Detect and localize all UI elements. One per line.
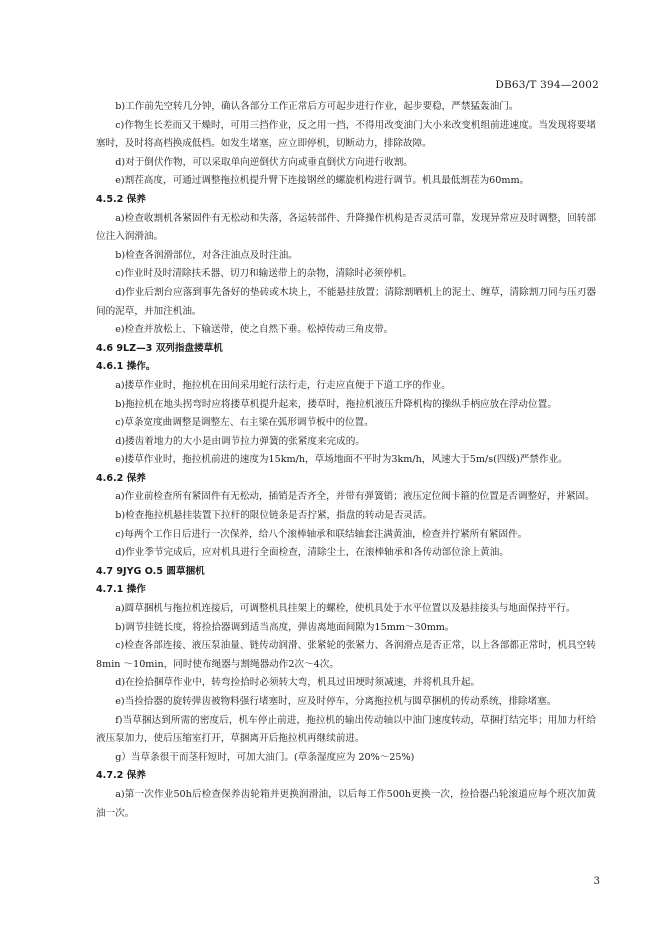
paragraph: e)检查并放松上、下输送带，使之自然下垂。松掉传动三角皮带。 xyxy=(115,324,394,336)
paragraph: e)搂草作业时，拖拉机前进的速度为15km/h，草场地面不平时为3km/h，风速大于5m/s(四级)严禁作业。 xyxy=(115,454,568,466)
section-heading: 4.6.1 操作。 xyxy=(96,361,156,373)
document-code: DB63/T 394—2002 xyxy=(495,79,599,91)
paragraph: d)作业后割台应落到事先备好的垫砖或木块上，不能悬挂放置；清除割晒机上的泥土、缠草，清除割刀同与压刃器间的泥草，并加注机油。 xyxy=(96,286,596,317)
paragraph: a)搂草作业时，拖拉机在田间采用蛇行法行走，行走应直便于下道工序的作业。 xyxy=(115,379,451,391)
paragraph: d)在捡拾捆草作业中，转弯捡拾时必须转大弯，机具过田埂时须减速，并将机具升起。 xyxy=(115,677,481,689)
section-heading: 4.6 9LZ—3 双列指盘搂草机 xyxy=(96,342,223,354)
section-heading: 4.6.2 保养 xyxy=(96,472,146,484)
paragraph: c)检查各部连接、液压泵油量、链传动润滑、张紧轮的张紧力、各润滑点是否正常，以上各部都正常时，机具空转8min ～10min，同时使布绳器与割绳器动作2次～4次。 xyxy=(96,640,596,670)
paragraph: g）当草条很干而茎秆短时，可加大油门。(草条湿度应为 20%～25%) xyxy=(115,751,415,763)
section-heading: 4.7.1 操作 xyxy=(96,584,146,596)
paragraph: b)工作前先空转几分钟，确认各部分工作正常后方可起步进行作业，起步要稳，严禁猛轰油门。 xyxy=(115,101,519,112)
section-heading: 4.7.2 保养 xyxy=(96,770,146,782)
paragraph: b)拖拉机在地头拐弯时应将搂草机提升起来，搂草时，拖拉机液压升降机构的操纵手柄应放在浮动位置。 xyxy=(115,398,557,410)
paragraph: c)作业时及时清除扶禾器、切刀和输送带上的杂物，清除时必须停机。 xyxy=(115,268,413,280)
paragraph: c)每两个工作日后进行一次保养，给八个滚棒轴承和联结轴套注满黄油，检查并拧紧所有紧固件。 xyxy=(115,528,528,540)
paragraph: a)第一次作业50h后检查保养齿轮箱并更换润滑油，以后每工作500h更换一次，捡拾器凸轮滚道应每个班次加黄油一次。 xyxy=(96,788,596,819)
paragraph: a)作业前检查所有紧固件有无松动，插销是否齐全，并带有弹簧销；液压定位阀卡箍的位置是否调整好，并紧固。 xyxy=(115,491,595,503)
paragraph: d)搂齿着地力的大小是由调节拉力弹簧的张紧度来完成的。 xyxy=(115,435,365,447)
paragraph: f)当草捆达到所需的密度后，机车停止前进，拖拉机的输出传动轴以中油门速度转动，草捆打结完毕；用加力杆给液压泵加力，使后压缩室打开，草捆离开后拖拉机再继续前进。 xyxy=(96,714,596,745)
paragraph: c)作物生长差而又干燥时，可用三挡作业，反之用一挡，不得用改变油门大小来改变机组前进速度。当发现将要堵塞时，及时将高档换成低档。如发生堵塞，应立即停机，切断动力，排除故障。 xyxy=(96,119,596,150)
paragraph: e)当捡拾器的旋转弹齿被物料强行堵塞时，应及时停车，分离拖拉机与圆草捆机的传动系统，排除堵塞。 xyxy=(115,696,557,707)
paragraph: b)检查各润滑部位，对各注油点及时注油。 xyxy=(115,249,298,261)
paragraph: b)调节挂链长度，将捡拾器调到适当高度，弹齿离地面间隙为15mm～30mm。 xyxy=(115,621,455,633)
paragraph: e)割茬高度，可通过调整拖拉机提升臂下连接钢丝的螺旋机构进行调节。机具最低割茬为60mm。 xyxy=(115,175,530,187)
page-number: 3 xyxy=(593,876,600,887)
paragraph: d)对于倒伏作物，可以采取单向逆倒伏方向或垂直倒伏方向进行收割。 xyxy=(115,156,413,168)
paragraph: c)草条宽度曲调整是调整左、右主梁在弧形调节板中的位置。 xyxy=(115,417,374,429)
section-heading: 4.7 9JYG O.5 圆草捆机 xyxy=(96,565,205,577)
page-body xyxy=(96,98,596,823)
paragraph: a)检查收割机各紧固件有无松动和失落，各运转部件、升降操作机构是否灵活可靠，发现异常应及时调整，回转部位注入润滑油。 xyxy=(96,212,596,243)
paragraph: d)作业季节完成后，应对机具进行全面检查，清除尘土，在滚棒轴承和各传动部位涂上黄油。 xyxy=(115,547,509,559)
section-heading: 4.5.2 保养 xyxy=(96,193,146,205)
paragraph: a)圆草捆机与拖拉机连接后，可调整机具挂架上的螺栓，使机具处于水平位置以及悬挂接头与地面保持平行。 xyxy=(115,603,576,615)
paragraph: b)检查拖拉机悬挂装置下拉杆的限位链条是否拧紧，指盘的转动是否灵活。 xyxy=(115,510,433,522)
